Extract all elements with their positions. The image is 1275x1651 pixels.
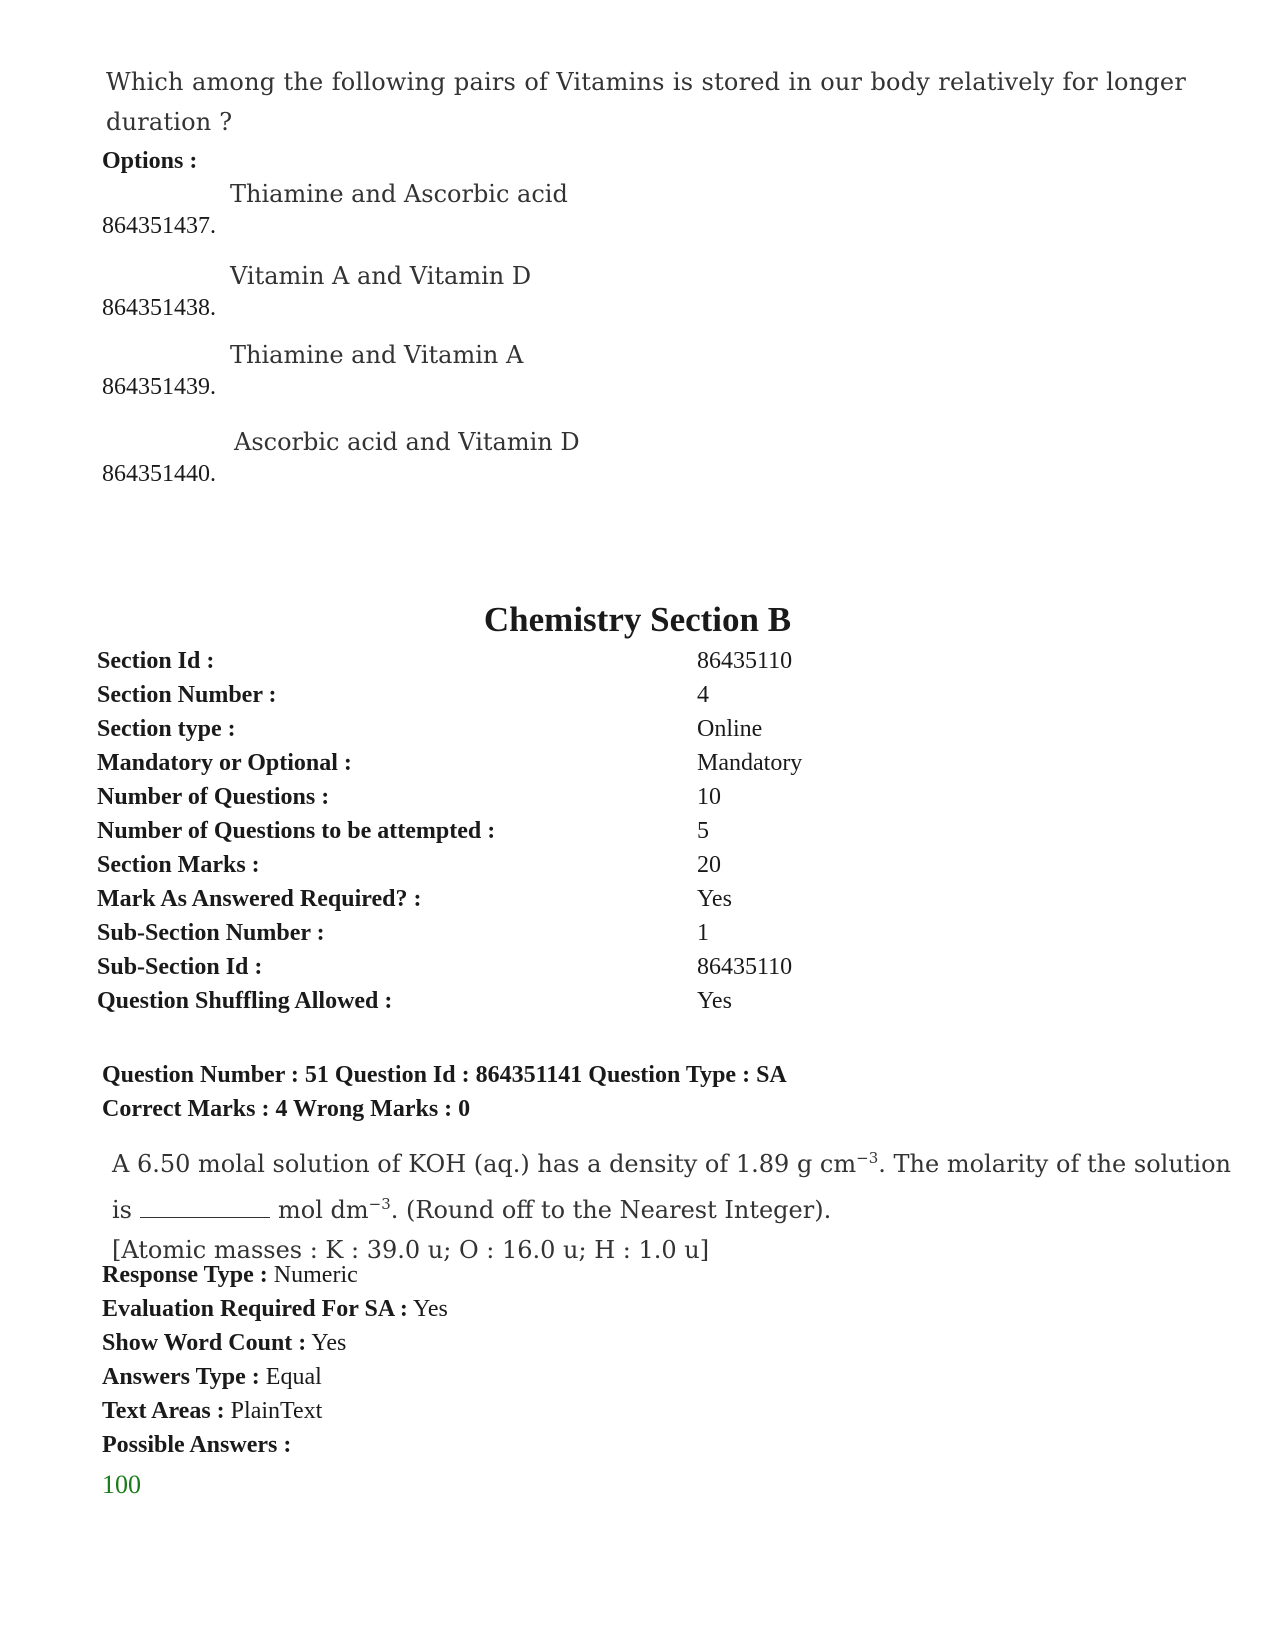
response-row (102, 1398, 322, 1425)
response-row (102, 1364, 322, 1391)
answer-blank (140, 1197, 270, 1218)
response-row (102, 1432, 291, 1459)
superscript: −3 (856, 1149, 879, 1167)
question-meta: Question Number : 51 Question Id : 864351141 Question Type : SA (102, 1062, 787, 1088)
sa-line-1 (112, 1138, 1232, 1184)
info-label: Question Shuffling Allowed : (97, 988, 393, 1014)
info-value: 4 (697, 682, 709, 708)
sa-text-part: . The molarity of the solution (878, 1150, 1232, 1178)
response-label: Response Type : (102, 1262, 268, 1288)
response-row (102, 1296, 448, 1323)
option-id: 864351437. (102, 213, 216, 239)
info-label: Mandatory or Optional : (97, 750, 352, 776)
section-info-row (97, 750, 897, 784)
option-text: Ascorbic acid and Vitamin D (234, 428, 580, 456)
question-text: Which among the following pairs of Vitamins is stored in our body relatively for longer duration ? (106, 68, 1186, 136)
response-label: Answers Type : (102, 1364, 260, 1390)
response-value: Yes (412, 1296, 448, 1322)
response-value: Equal (265, 1364, 322, 1390)
info-value: 20 (697, 852, 721, 878)
option-item (102, 428, 802, 488)
info-label: Sub-Section Number : (97, 920, 325, 946)
option-text: Thiamine and Vitamin A (230, 341, 524, 369)
response-row (102, 1330, 346, 1357)
superscript: −3 (368, 1195, 391, 1213)
marks-meta: Correct Marks : 4 Wrong Marks : 0 (102, 1096, 471, 1122)
sa-text-part: mol dm (278, 1196, 369, 1224)
info-label: Number of Questions : (97, 784, 330, 810)
info-value: Online (697, 716, 763, 742)
info-value: 86435110 (697, 648, 793, 674)
possible-answer: 100 (102, 1470, 141, 1499)
sa-text-part: . (Round off to the Nearest Integer). (390, 1196, 832, 1224)
response-label: Show Word Count : (102, 1330, 307, 1356)
info-label: Section type : (97, 716, 236, 742)
info-value: Mandatory (697, 750, 803, 776)
section-info-row (97, 818, 897, 852)
section-info-row (97, 988, 897, 1022)
section-info-row (97, 920, 897, 954)
info-value: 5 (697, 818, 709, 844)
option-text: Thiamine and Ascorbic acid (230, 180, 568, 208)
section-info-row (97, 716, 897, 750)
info-label: Section Number : (97, 682, 277, 708)
info-value: 86435110 (697, 954, 793, 980)
info-label: Mark As Answered Required? : (97, 886, 422, 912)
sa-text-part: A 6.50 molal solution of KOH (aq.) has a density of 1.89 g cm (112, 1150, 857, 1178)
section-info-row (97, 852, 897, 886)
info-label: Number of Questions to be attempted : (97, 818, 496, 844)
section-title: Chemistry Section B (483, 600, 792, 639)
section-info-row (97, 648, 897, 682)
info-value: Yes (697, 886, 732, 912)
section-info-row (97, 784, 897, 818)
response-value: Yes (311, 1330, 347, 1356)
info-label: Sub-Section Id : (97, 954, 263, 980)
option-item (102, 262, 802, 322)
response-label: Possible Answers : (102, 1432, 292, 1458)
sa-line-2 (112, 1184, 1192, 1230)
option-id: 864351438. (102, 295, 216, 321)
response-row (102, 1262, 358, 1289)
option-item (102, 180, 802, 240)
options-label: Options : (102, 148, 198, 174)
option-id: 864351439. (102, 374, 216, 400)
sa-line-3: [Atomic masses : K : 39.0 u; O : 16.0 u; H : 1.0 u] (112, 1236, 710, 1264)
response-label: Text Areas : (102, 1398, 225, 1424)
info-label: Section Id : (97, 648, 215, 674)
info-value: Yes (697, 988, 732, 1014)
option-item (102, 341, 802, 401)
response-value: PlainText (230, 1398, 323, 1424)
section-info-row (97, 954, 897, 988)
section-info-row (97, 682, 897, 716)
info-value: 1 (697, 920, 709, 946)
info-label: Section Marks : (97, 852, 260, 878)
section-info-row (97, 886, 897, 920)
response-value: Numeric (273, 1262, 358, 1288)
option-id: 864351440. (102, 461, 216, 487)
response-label: Evaluation Required For SA : (102, 1296, 408, 1322)
sa-text-part: is (112, 1196, 132, 1224)
info-value: 10 (697, 784, 721, 810)
sa-question-text (112, 1138, 1232, 1270)
option-text: Vitamin A and Vitamin D (230, 262, 532, 290)
